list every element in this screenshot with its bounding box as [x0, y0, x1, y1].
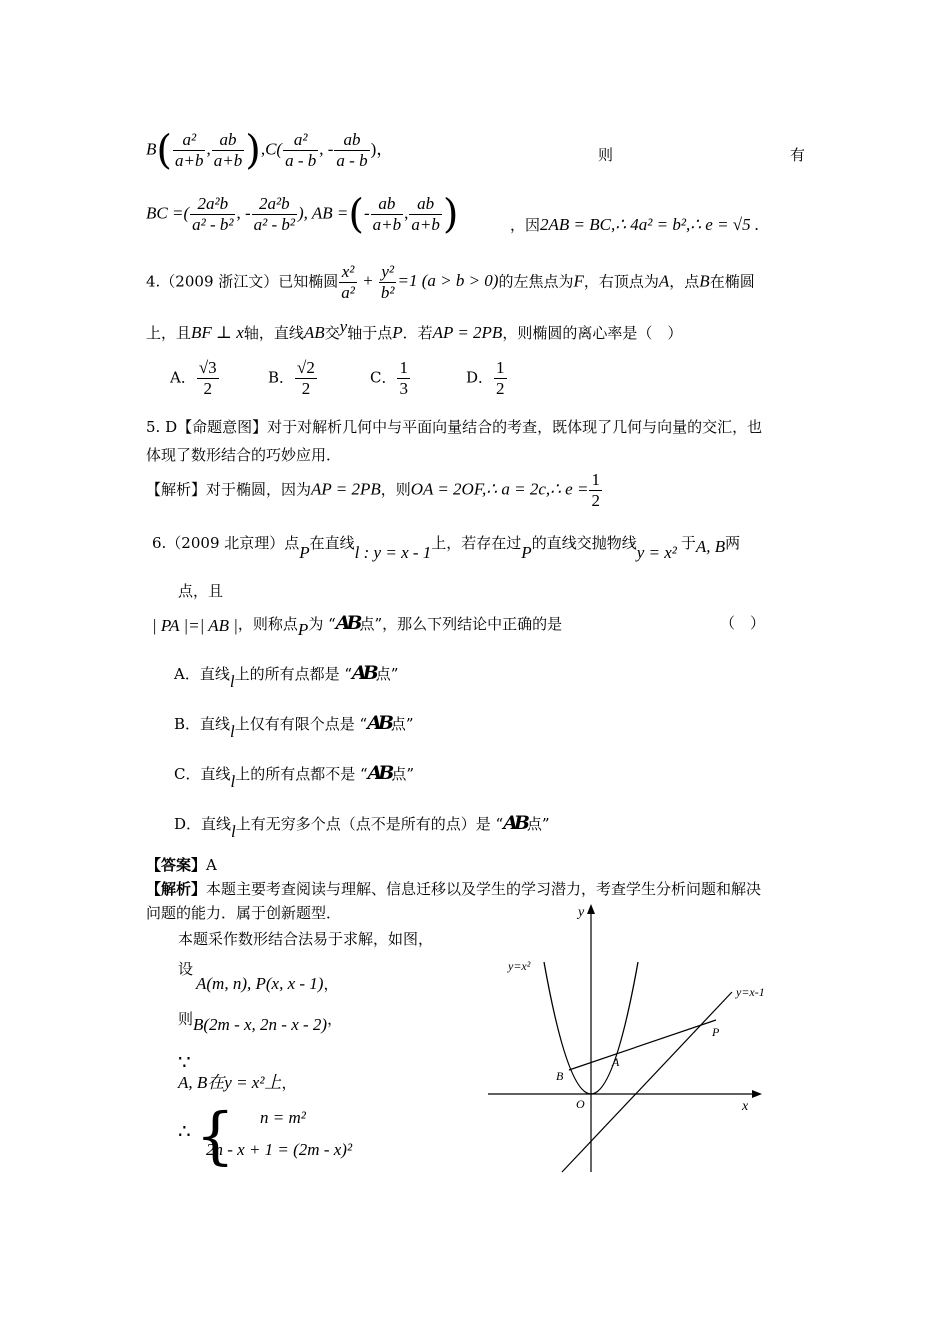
- ab-script-glyph: A B: [367, 762, 392, 784]
- fraction: $\frac{ab}{a+b}$: [372, 194, 402, 234]
- fraction: $\frac{1}{2}$: [496, 358, 505, 398]
- fraction: $\frac{√2}{2}$: [297, 358, 315, 398]
- fraction: $\frac{1}{3}$: [399, 358, 408, 398]
- question-4-option-a: A． $\frac{√3}{2}$: [170, 358, 217, 398]
- text-because: ，因2AB = BC,∴ 4a² = b²,∴ e = √5 .: [510, 215, 760, 234]
- line-y-eq-x-minus-1: [562, 992, 732, 1172]
- question-6-answer-paren: （ ）: [720, 614, 766, 632]
- ab-script-glyph: A B: [335, 612, 360, 634]
- parabola-line-figure: [480, 900, 790, 1180]
- question-4-option-d: D． $\frac{1}{2}$: [466, 358, 505, 398]
- x-axis-arrow: [752, 1090, 762, 1098]
- question-6-line-3: | PA |=| AB |，则称点P为 “A B点”，那么下列结论中正确的是: [152, 612, 563, 639]
- y-axis-arrow: [587, 904, 595, 914]
- fraction: $\frac{√3}{2}$: [198, 358, 217, 398]
- analysis-line-3: 本题采作数形结合法易于求解，如图，: [178, 930, 434, 948]
- fraction: $\frac{\text{a²}}{a - b}$: [285, 130, 317, 170]
- fraction: $\frac{ab}{a - b}$: [336, 130, 368, 170]
- ab-script-glyph: A B: [352, 662, 376, 684]
- question-6-option-a: A．直线l上的所有点都是 “A B点”: [174, 662, 399, 691]
- answer-line: 【答案】A: [146, 856, 217, 874]
- y-axis-label: y: [578, 905, 585, 920]
- question-4-option-b: B． $\frac{√2}{2}$: [268, 358, 315, 398]
- question-5-line-2: 体现了数形结合的巧妙应用．: [146, 446, 342, 464]
- analysis-line-2: 问题的能力．属于创新题型．: [146, 904, 342, 922]
- fraction: $\frac{1}{2}$: [591, 470, 600, 510]
- line-bc-ab-vectors: BC =( $\frac{\text{2a²b}}{\text{a² - b²}}$ , - $\frac{\text{2a²b}}{\text{a² - b²}}$ ), AB =(- $\frac{ab}{a+b}$ , $\frac{ab}{a+b}$ ): [146, 191, 459, 238]
- point-p-label: P: [712, 1025, 720, 1039]
- fraction: $\frac{\text{2a²b}}{\text{a² - b²}}$: [253, 194, 295, 234]
- text-you: 有: [790, 146, 806, 164]
- fraction: $\frac{\text{2a²b}}{\text{a² - b²}}$: [192, 194, 234, 234]
- question-4-line-1: 4.（2009 浙江文）已知椭圆 $\frac{\text{x²}}{\text{a²}}$ + $\frac{\text{y²}}{\text{b²}}$ =1 (a > b > 0)的左焦点为F，右顶点为A，点B在椭圆: [146, 262, 755, 302]
- analysis-then-line: 则B(2m - x, 2n - x - 2)，: [178, 1010, 343, 1034]
- fraction: $\frac{\text{x²}}{\text{a²}}$: [341, 262, 355, 302]
- question-6-option-c: C．直线l上的所有点都不是 “A B点”: [174, 762, 415, 791]
- question-6-line-1: 6.（2009 北京理）点P在直线l : y = x - 1上，若存在过P的直线交抛物线y = x² 于A, B两: [152, 534, 741, 562]
- question-6-option-d: D．直线l上有无穷多个点（点不是所有的点）是 “A B点”: [174, 812, 550, 841]
- line-label: y=x-1: [736, 985, 765, 999]
- question-6-line-2: 点，且: [178, 582, 224, 600]
- analysis-set-line: 设 A(m, n), P(x, x - 1)，: [178, 960, 339, 993]
- origin-label: O: [576, 1097, 585, 1111]
- analysis-because-line: ∵ A, B在y = x²上，: [178, 1050, 297, 1092]
- fraction: $\frac{ab}{a+b}$: [213, 130, 243, 170]
- point-b-label: B: [556, 1069, 564, 1083]
- parabola-label: y=x²: [508, 959, 531, 973]
- fraction: $\frac{ab}{a+b}$: [411, 194, 440, 234]
- text-ze: 则: [598, 146, 614, 164]
- x-axis-label: x: [742, 1099, 749, 1114]
- ab-script-glyph: A B: [367, 712, 391, 734]
- analysis-line-1: 【解析】本题主要考查阅读与理解、信息迁移以及学生的学习潜力，考查学生分析问题和解决: [146, 880, 762, 898]
- point-a-label: A: [612, 1055, 620, 1069]
- question-4-option-c: C． $\frac{1}{3}$: [370, 358, 408, 398]
- question-4-line-2: 上，且BF ⊥ x轴，直线AB交y轴于点P．若AP = 2PB，则椭圆的离心率是（ ）: [146, 317, 683, 342]
- line-b-c-coordinates: B( $\frac{\text{a²}}{a+b}$ , $\frac{ab}{a+b}$ ),C( $\frac{\text{a²}}{a - b}$ , - $\frac{ab}{a - b}$ )，: [146, 127, 394, 174]
- fraction: $\frac{\text{a²}}{a+b}$: [175, 130, 204, 170]
- ab-script-glyph: A B: [503, 812, 527, 834]
- question-5-line-1: 5. D【命题意图】对于对解析几何中与平面向量结合的考查，既体现了几何与向量的交汇，也: [146, 418, 763, 436]
- fraction: $\frac{\text{y²}}{\text{b²}}$: [380, 262, 395, 302]
- question-5-solution: 【解析】对于椭圆，因为AP = 2PB，则OA = 2OF,∴ a = 2c,∴ e = $\frac{1}{2}$: [146, 470, 600, 510]
- question-6-option-b: B．直线l上仅有有限个点是 “A B点”: [174, 712, 414, 741]
- point-b-label: B: [146, 139, 157, 159]
- analysis-therefore-system: ∴ { n = m² 2n - x + 1 = (2m - x)²: [178, 1099, 353, 1172]
